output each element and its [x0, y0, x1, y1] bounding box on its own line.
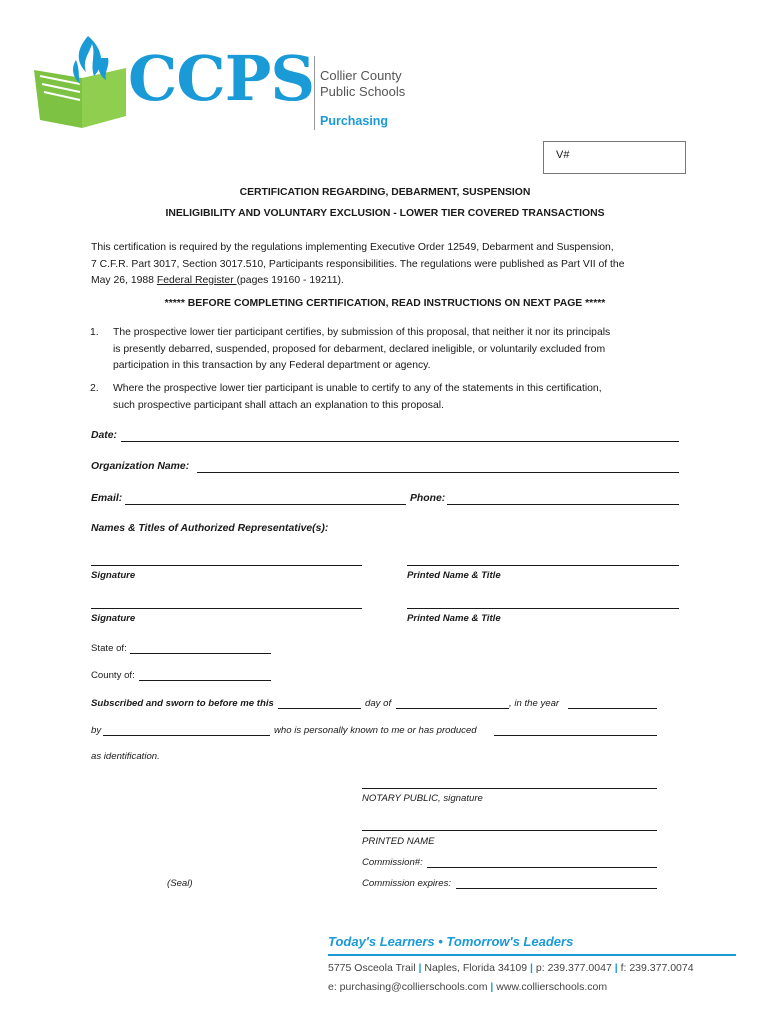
footer-web-row [328, 981, 607, 993]
identification-field[interactable] [494, 735, 657, 736]
date-label: Date: [91, 430, 117, 441]
footer-website[interactable]: www.collierschools.com [496, 981, 608, 993]
form-title-line1: CERTIFICATION REGARDING, DEBARMENT, SUSPENSION [239, 187, 531, 198]
by-label: by [91, 725, 102, 736]
footer-address: 5775 Osceola Trail [328, 962, 416, 974]
district-name-line2: Public Schools [320, 84, 406, 99]
sworn-year-field[interactable] [568, 708, 657, 709]
district-name-line1: Collier County [320, 68, 402, 83]
phone-field[interactable] [447, 504, 679, 505]
signature-label: Signature [91, 613, 136, 624]
organization-field[interactable] [197, 472, 679, 473]
personally-known-text: who is personally known to me or has produced [274, 725, 477, 736]
sworn-day-field[interactable] [278, 708, 361, 709]
in-the-year-label: , in the year [509, 698, 560, 709]
organization-label: Organization Name: [91, 461, 190, 472]
notary-signature-field[interactable] [362, 788, 657, 789]
item-line: such prospective participant shall attach an explanation to this proposal. [113, 399, 444, 411]
vendor-number-box[interactable] [543, 141, 686, 174]
item-line: participation in this transaction by any Federal department or agency. [113, 360, 431, 371]
notary-printed-name-label: PRINTED NAME [362, 836, 435, 847]
intro-date: May 26, 1988 [91, 275, 157, 286]
federal-register-text: Federal Register [156, 275, 237, 286]
state-field[interactable] [130, 653, 271, 654]
footer-phone: p: 239.377.0047 [535, 962, 612, 974]
seal-label: (Seal) [167, 878, 193, 889]
footer-separator: | [490, 981, 494, 993]
item-line: is presently debarred, suspended, proposed for debarment, declared ineligible, or voluntarily excluded from [113, 343, 606, 355]
state-label: State of: [91, 643, 127, 654]
footer-contact-row [328, 962, 694, 974]
footer-city: Naples, Florida 34109 [424, 962, 528, 974]
intro-paragraph [91, 240, 681, 290]
logo-wordmark: CCPS [128, 42, 315, 115]
footer-separator: | [614, 962, 618, 974]
notary-printed-name-field[interactable] [362, 830, 657, 831]
logo [30, 30, 320, 140]
county-label: County of: [91, 670, 135, 681]
footer-separator: | [418, 962, 422, 974]
footer-separator: | [530, 962, 533, 974]
signature-field-2[interactable] [91, 608, 362, 609]
commission-expires-label: Commission expires: [362, 878, 452, 889]
county-field[interactable] [139, 680, 271, 681]
date-field[interactable] [121, 441, 679, 442]
footer-email[interactable]: e: purchasing@collierschools.com [328, 981, 488, 993]
subscribed-label: Subscribed and sworn to before me this [91, 698, 274, 709]
signature-field-1[interactable] [91, 565, 362, 566]
printed-name-label: Printed Name & Title [407, 570, 501, 581]
as-identification-text: as identification. [91, 751, 160, 762]
commission-number-label: Commission#: [362, 857, 423, 868]
footer-tagline: Today's Learners • Tomorrow's Leaders [328, 934, 574, 949]
intro-pages: (pages 19160 - 19211). [236, 275, 344, 286]
vendor-number-label: V# [556, 149, 570, 161]
item-number: 2. [90, 383, 99, 394]
signature-label: Signature [91, 570, 136, 581]
sworn-month-field[interactable] [396, 708, 509, 709]
instructions-notice: ***** BEFORE COMPLETING CERTIFICATION, READ INSTRUCTIONS ON NEXT PAGE ***** [164, 298, 606, 309]
printed-name-field-1[interactable] [407, 565, 679, 566]
representatives-label: Names & Titles of Authorized Representative(s): [91, 523, 329, 534]
sworn-by-field[interactable] [103, 735, 270, 736]
footer-fax: f: 239.377.0074 [620, 962, 694, 974]
commission-expires-field[interactable] [456, 888, 657, 889]
item-line: Where the prospective lower tier participant is unable to certify to any of the statements in this certification, [113, 383, 602, 394]
notary-signature-label: NOTARY PUBLIC, signature [362, 793, 483, 804]
item-number: 1. [90, 327, 99, 338]
intro-line [91, 273, 681, 290]
printed-name-field-2[interactable] [407, 608, 679, 609]
logo-divider [314, 56, 315, 130]
footer-divider [328, 954, 736, 956]
department-name: Purchasing [320, 114, 389, 128]
phone-label: Phone: [410, 493, 446, 504]
intro-line: 7 C.F.R. Part 3017, Section 3017.510, Participants responsibilities. The regulations were published as Part VII of the [91, 258, 625, 270]
form-title-line2: INELIGIBILITY AND VOLUNTARY EXCLUSION - LOWER TIER COVERED TRANSACTIONS [165, 208, 605, 219]
intro-line: This certification is required by the regulations implementing Executive Order 12549, Debarment and Suspension, [91, 242, 614, 253]
day-of-label: day of [365, 698, 392, 709]
printed-name-label: Printed Name & Title [407, 613, 501, 624]
email-label: Email: [91, 493, 123, 504]
book-flame-logo-icon [30, 30, 130, 140]
email-field[interactable] [125, 504, 406, 505]
commission-number-field[interactable] [427, 867, 657, 868]
item-line: The prospective lower tier participant certifies, by submission of this proposal, that neither it nor its principals [113, 327, 611, 338]
